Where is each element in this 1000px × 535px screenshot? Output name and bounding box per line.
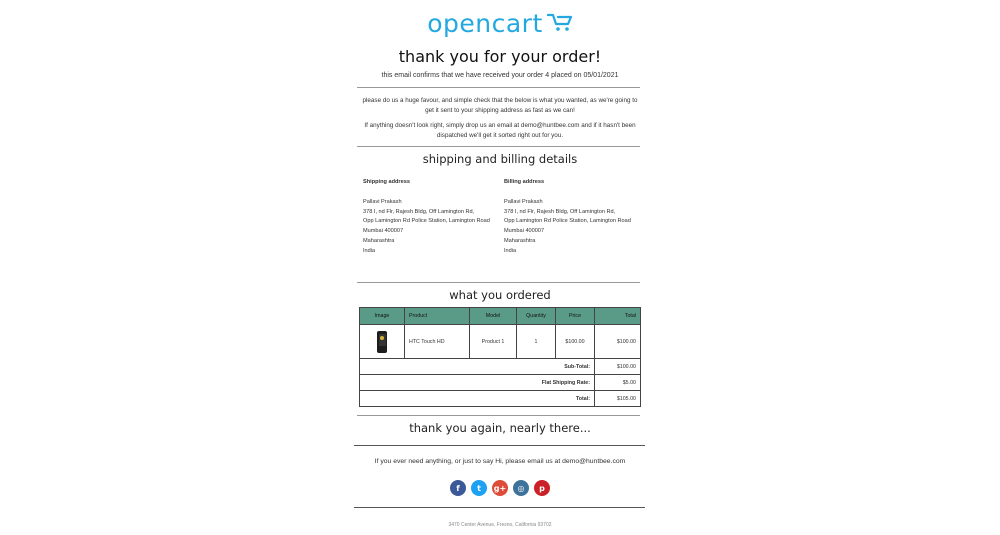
- thanks-again-text: thank you again, nearly there...: [409, 421, 591, 435]
- phone-thumbnail-icon: [377, 331, 387, 353]
- col-product: Product: [405, 308, 470, 325]
- address-line: Maharashtra: [363, 237, 395, 244]
- divider: [357, 146, 640, 147]
- total-label: Total:: [360, 391, 595, 407]
- brand-name: opencart: [427, 8, 543, 38]
- total-row: [360, 391, 641, 407]
- addresses-title: shipping and billing details: [422, 152, 578, 166]
- shipping-row: [360, 375, 641, 391]
- address-line: Opp Lamington Rd Police Station, Lamington Road: [363, 218, 490, 225]
- table-header-row: [360, 308, 641, 325]
- address-line: Pallavi Prakash: [363, 198, 402, 205]
- page-title: thank you for your order!: [398, 47, 602, 66]
- billing-address-heading: Billing address: [504, 179, 545, 185]
- pinterest-icon[interactable]: p: [534, 480, 550, 496]
- col-quantity: Quantity: [517, 308, 556, 325]
- contact-text: If anything doesn't look right, simply drop us an email at demo@huntbee.com and if it hasn't been dispatched we'll get it sorted right out for you.: [364, 122, 636, 139]
- product-image: [360, 325, 405, 359]
- shipping-label: Flat Shipping Rate:: [360, 375, 595, 391]
- product-name: HTC Touch HD: [405, 325, 470, 359]
- col-image: Image: [360, 308, 405, 325]
- address-line: Mumbai 400007: [504, 228, 545, 235]
- product-quantity: 1: [517, 325, 556, 359]
- shipping-address-heading: Shipping address: [363, 179, 410, 185]
- billing-address: [504, 178, 631, 257]
- footer-contact-text: If you ever need anything, or just to say Hi, please email us at demo@huntbee.com: [374, 458, 626, 465]
- subtotal-value: $100.00: [595, 359, 641, 375]
- order-confirmation-text: this email confirms that we have received your order 4 placed on 05/01/2021: [381, 72, 619, 79]
- product-price: $100.00: [556, 325, 595, 359]
- footer-address: 3470 Center Avenue, Fresno, California 93702: [448, 522, 552, 528]
- subtotal-label: Sub-Total:: [360, 359, 595, 375]
- total-value: $105.00: [595, 391, 641, 407]
- address-line: Pallavi Prakash: [504, 198, 543, 205]
- table-row: [360, 325, 641, 359]
- subtotal-row: [360, 359, 641, 375]
- divider: [357, 87, 640, 88]
- address-line: 378 I, nd Flr, Rajesh Bldg, Off Lamington Rd,: [504, 208, 616, 215]
- address-line: India: [504, 247, 517, 254]
- google-plus-icon[interactable]: g+: [492, 480, 508, 496]
- product-model: Product 1: [470, 325, 517, 359]
- address-line: 378 I, nd Flr, Rajesh Bldg, Off Lamington Rd,: [363, 208, 475, 215]
- address-line: Mumbai 400007: [363, 228, 404, 235]
- cart-icon: [547, 12, 573, 32]
- favour-text: please do us a huge favour, and simple check that the below is what you wanted, as we're going to get it sent to your shipping address as fast as we can!: [362, 97, 638, 114]
- shipping-address: [363, 178, 490, 257]
- product-total: $100.00: [595, 325, 641, 359]
- order-title: what you ordered: [449, 288, 551, 302]
- facebook-icon[interactable]: f: [450, 480, 466, 496]
- instagram-icon[interactable]: ◎: [513, 480, 529, 496]
- col-model: Model: [470, 308, 517, 325]
- divider: [354, 445, 645, 446]
- brand-logo: [0, 6, 1000, 40]
- divider: [354, 507, 645, 508]
- col-total: Total: [595, 308, 641, 325]
- divider: [357, 282, 640, 283]
- address-line: Opp Lamington Rd Police Station, Lamington Road: [504, 218, 631, 225]
- divider: [357, 415, 640, 416]
- col-price: Price: [556, 308, 595, 325]
- address-line: Maharashtra: [504, 237, 536, 244]
- twitter-icon[interactable]: t: [471, 480, 487, 496]
- address-line: India: [363, 247, 376, 254]
- order-table: [359, 307, 641, 407]
- social-links: [0, 480, 1000, 496]
- shipping-value: $5.00: [595, 375, 641, 391]
